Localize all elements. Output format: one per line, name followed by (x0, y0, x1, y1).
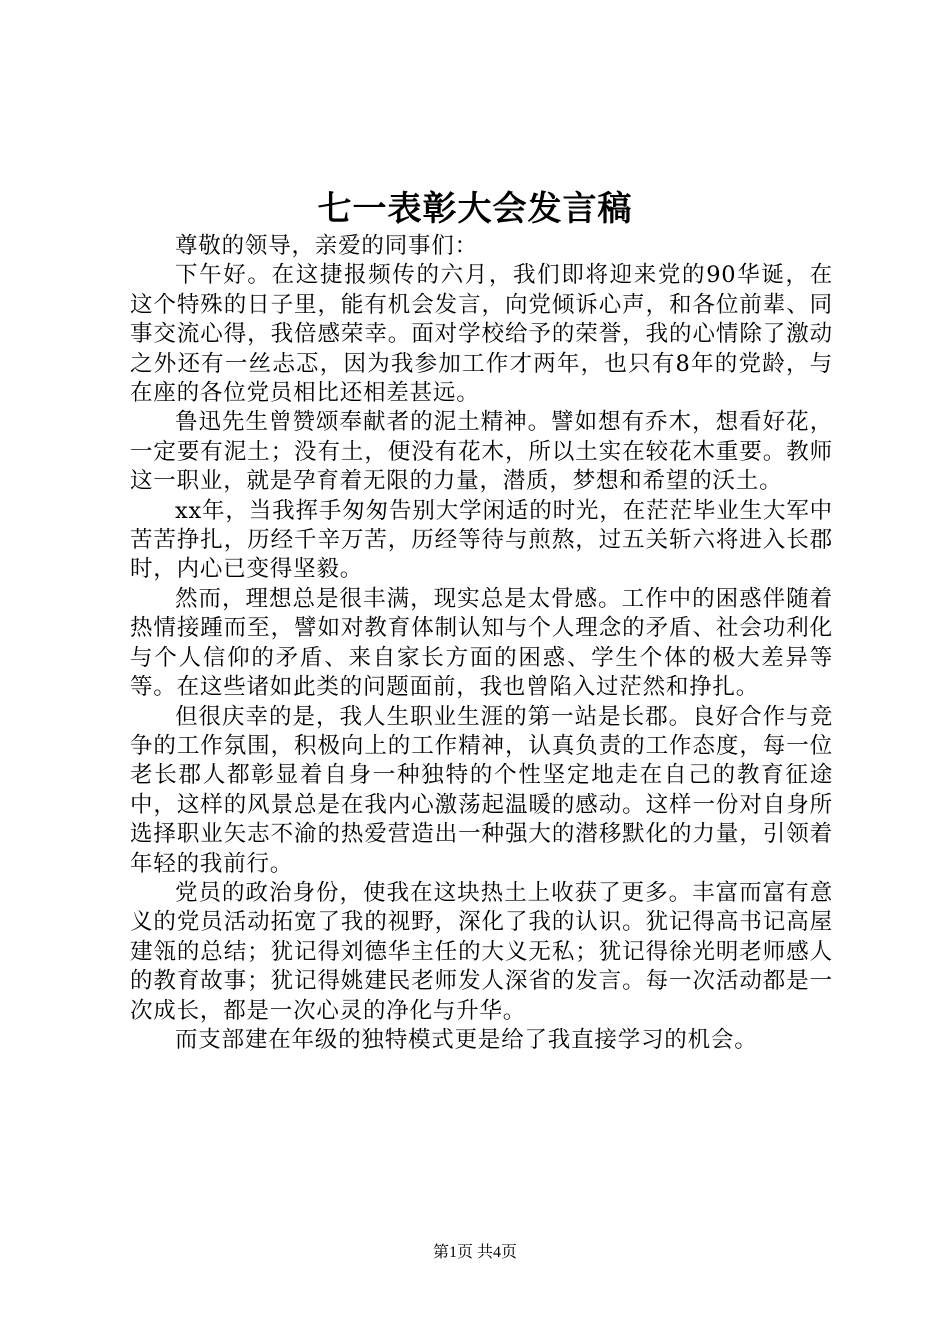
page-footer: 第1页 共4页 (432, 1244, 517, 1261)
salutation-paragraph: 尊敬的领导，亲爱的同事们： (175, 233, 478, 259)
body-paragraph: 而支部建在年级的独特模式更是给了我直接学习的机会。 (175, 1026, 758, 1053)
page-title: 七一表彰大会发言稿 (317, 189, 633, 229)
body-paragraph: 党员的政治身份，使我在这块热土上收获了更多。丰富而富有意义的党员活动拓宽了我的视野，深化了我的认识。犹记得高书记高屋建瓴的总结；犹记得刘德华主任的大义无私；犹记得徐光明老师感人的教育故事；犹记得姚建民老师发人深省的发言。每一次活动都是一次成长，都是一次心灵的净化与升华。 (130, 879, 833, 1024)
body-paragraph: xx年，当我挥手匆匆告别大学闲适的时光，在茫茫毕业生大军中苦苦挣扎，历经千辛万苦，历经等待与煎熬，过五关斩六将进入长郡时，内心已变得坚毅。 (130, 497, 833, 583)
body-paragraph: 鲁迅先生曾赞颂奉献者的泥土精神。譬如想有乔木，想看好花，一定要有泥土；没有土，便没有花木，所以土实在较花木重要。教师这一职业，就是孕育着无限的力量，潜质，梦想和希望的沃土。 (130, 409, 833, 495)
document-body (130, 232, 833, 1055)
body-paragraph: 然而，理想总是很丰满，现实总是太骨感。工作中的困惑伴随着热情接踵而至，譬如对教育体制认知与个人理念的矛盾、社会功利化与个人信仰的矛盾、来自家长方面的困惑、学生个体的极大差异等等。在这些诸如此类的问题面前，我也曾陷入过茫然和挣扎。 (130, 585, 833, 701)
body-paragraph: 下午好。在这捷报频传的六月，我们即将迎来党的90华诞，在这个特殊的日子里，能有机会发言，向党倾诉心声，和各位前辈、同事交流心得，我倍感荣幸。面对学校给予的荣誉，我的心情除了激动之外还有一丝忐忑，因为我参加工作才两年，也只有8年的党龄，与在座的各位党员相比还相差甚远。 (130, 262, 833, 407)
body-paragraph: 但很庆幸的是，我人生职业生涯的第一站是长郡。良好合作与竞争的工作氛围，积极向上的工作精神，认真负责的工作态度，每一位老长郡人都彰显着自身一种独特的个性坚定地走在自己的教育征途中，这样的风景总是在我内心激荡起温暖的感动。这样一份对自身所选择职业矢志不渝的热爱营造出一种强大的潜移默化的力量，引领着年轻的我前行。 (130, 703, 833, 877)
